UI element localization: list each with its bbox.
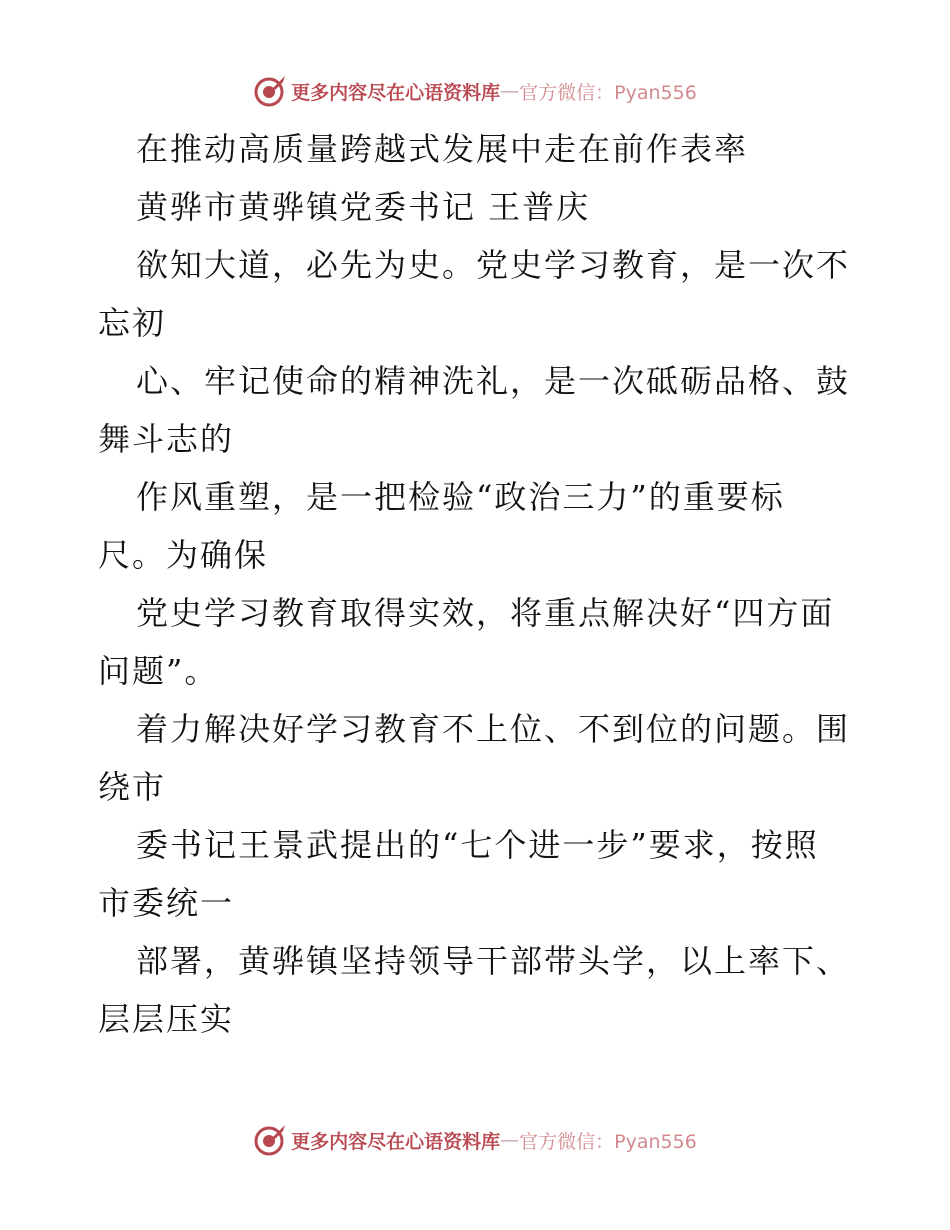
paragraph-line: 尺。为确保 — [98, 536, 269, 574]
document-author: 黄骅市黄骅镇党委书记 王普庆 — [136, 188, 591, 226]
paragraph-line: 忘初 — [98, 304, 167, 342]
paragraph-line: 部署，黄骅镇坚持领导干部带头学，以上率下、 — [136, 942, 851, 980]
paragraph-line: 欲知大道，必先为史。党史学习教育，是一次不 — [136, 246, 851, 284]
paragraph-line: 着力解决好学习教育不上位、不到位的问题。围 — [136, 710, 851, 748]
quill-seal-logo-icon — [253, 1123, 287, 1157]
header-wechat-text: 官方微信：Pyan556 — [519, 81, 697, 104]
paragraph-line: 问题”。 — [98, 652, 219, 690]
footer-separator: — — [500, 1129, 520, 1151]
header-brand-text: 更多内容尽在心语资料库 — [291, 81, 501, 104]
document-title: 在推动高质量跨越式发展中走在前作表率 — [136, 130, 749, 168]
paragraph-line: 作风重塑，是一把检验“政治三力”的重要标 — [136, 478, 785, 516]
paragraph-line: 层层压实 — [98, 1000, 235, 1038]
footer-watermark — [0, 1120, 950, 1160]
footer-wechat-text: 官方微信：Pyan556 — [519, 1130, 697, 1153]
paragraph-line: 心、牢记使命的精神洗礼，是一次砥砺品格、鼓 — [136, 362, 851, 400]
header-watermark — [0, 71, 950, 111]
footer-brand-text: 更多内容尽在心语资料库 — [291, 1130, 501, 1153]
header-separator: — — [500, 80, 520, 102]
paragraph-line: 党史学习教育取得实效，将重点解决好“四方面 — [136, 594, 835, 632]
paragraph-line: 舞斗志的 — [98, 420, 235, 458]
document-body — [98, 120, 858, 1048]
paragraph-line: 绕市 — [98, 768, 167, 806]
quill-seal-logo-icon — [253, 74, 287, 108]
paragraph-line: 委书记王景武提出的“七个进一步”要求，按照 — [136, 826, 819, 864]
paragraph-line: 市委统一 — [98, 884, 235, 922]
